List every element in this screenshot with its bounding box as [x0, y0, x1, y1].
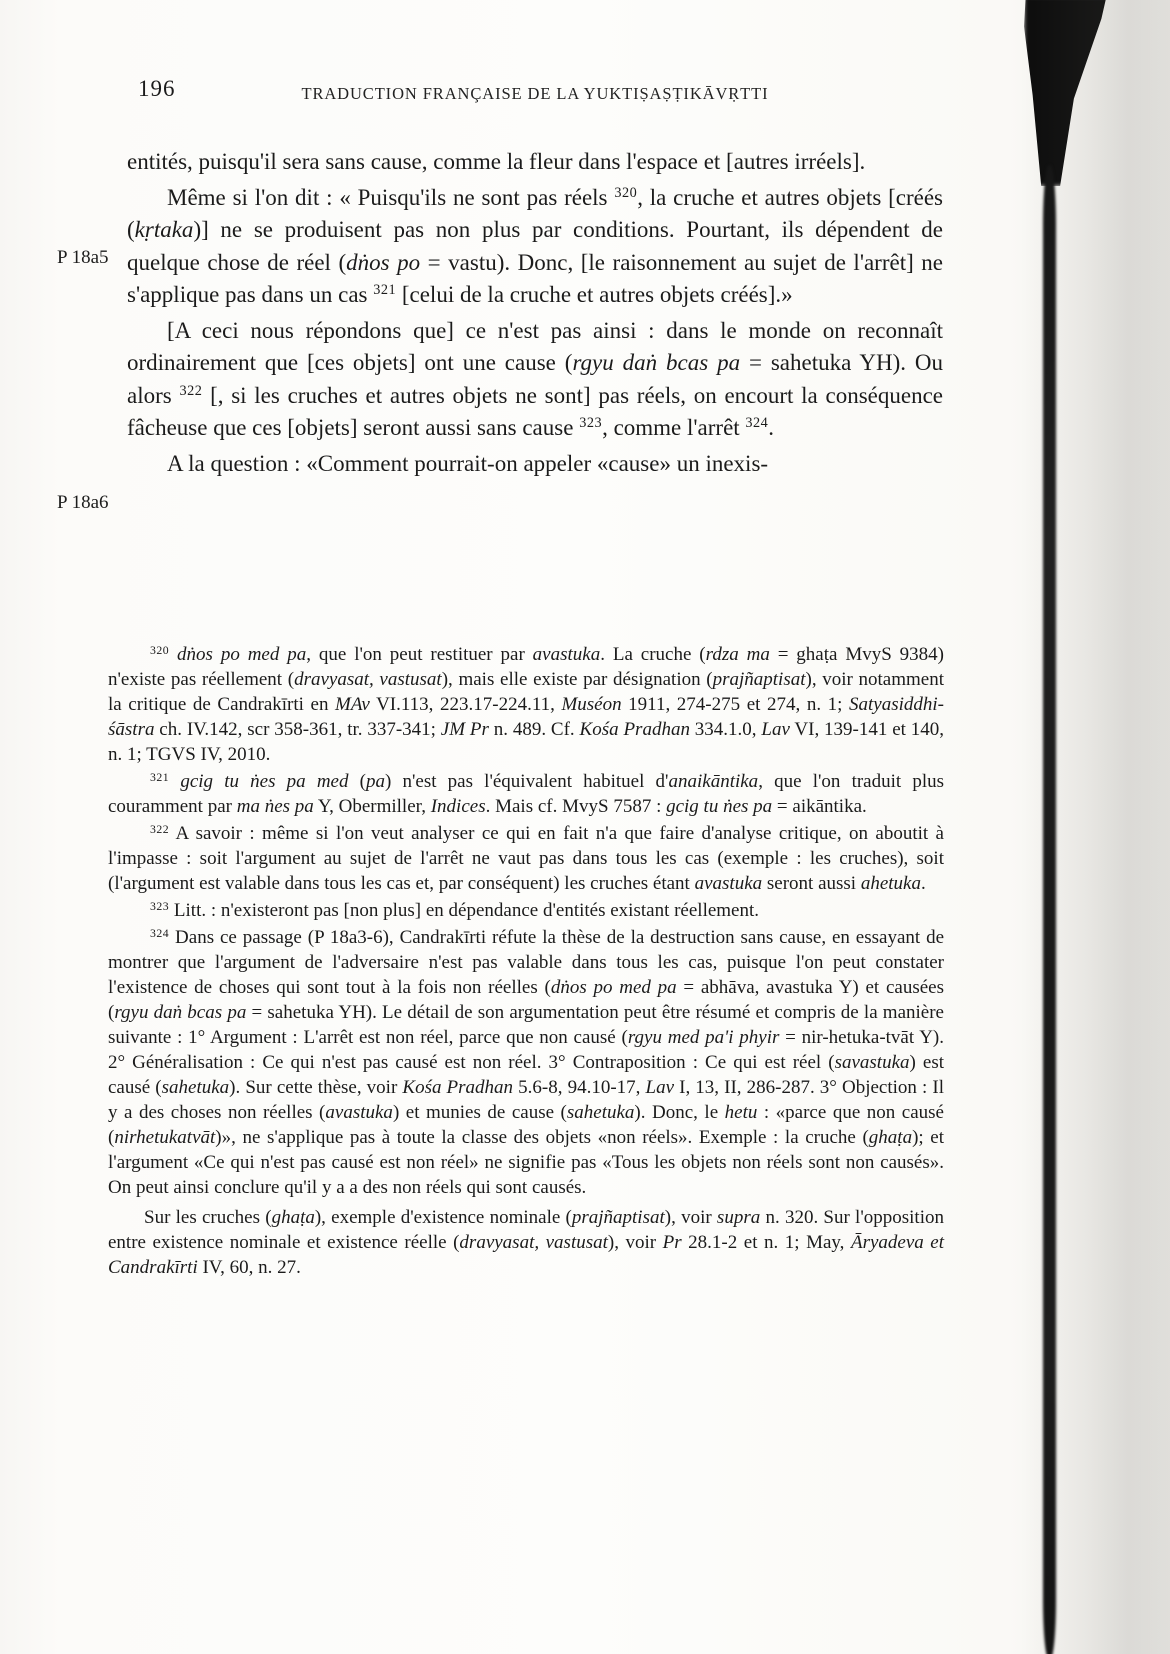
- footnote-ref: 323: [579, 415, 603, 432]
- italic-text: gcig tu ṅes pa: [666, 796, 773, 817]
- text-run: [A ceci nous répondons que] ce n'est pas ainsi : dans le monde on reconnaît ordinairement que [ces objets] ont une cause (: [127, 317, 943, 375]
- italic-text: dravyasat, vastusat: [294, 669, 442, 690]
- text-run: , la cruche et autres objets [créés (: [127, 184, 944, 242]
- italic-text: ghaṭa: [868, 1127, 913, 1148]
- italic-text: JM Pr: [440, 719, 489, 740]
- text-run: , que l'on peut restituer par: [306, 644, 533, 665]
- italic-text: ahetuka: [860, 873, 921, 894]
- italic-text: Āryadeva et Candrakīrti: [108, 1232, 945, 1278]
- italic-text: pa: [365, 771, 385, 792]
- text-run: 334.1.0,: [689, 719, 762, 740]
- italic-text: Pr: [662, 1232, 682, 1253]
- text-run: ), voir notamment la critique de Candrakīrti en: [108, 669, 945, 715]
- text-run: . La cruche (: [600, 644, 706, 665]
- italic-text: rgyu daṅ bcas pa: [572, 350, 741, 375]
- margin-note-p18a5: P 18a5: [57, 247, 109, 268]
- text-run: A savoir : même si l'on veut analyser ce qui en fait n'a que faire d'analyse critique, on aboutit à l'impasse : soit l'argument au sujet de l'arrêt ne vaut pas dans tous les cas (exemple : les cruches), soit (l'argument est valable dans tous les cas et, par conséquent) les cruches étant: [108, 823, 944, 894]
- italic-text: prajñaptisat: [712, 669, 806, 690]
- italic-text: dravyasat, vastusat: [459, 1232, 608, 1253]
- italic-text: Muséon: [561, 694, 622, 715]
- text-run: [celui de la cruche et autres objets créés].»: [396, 282, 793, 307]
- footnote-321: [108, 769, 944, 819]
- italic-text: Satyasiddhi-śāstra: [108, 694, 944, 740]
- body-paragraph: [127, 448, 943, 481]
- text-run: [, si les cruches et autres objets ne sont] pas réels, on encourt la conséquence fâcheuse que ces [objets] seront aussi sans cause: [127, 382, 943, 440]
- italic-text: ghaṭa: [271, 1207, 315, 1228]
- text-run: VI.113, 223.17-224.11,: [369, 694, 562, 715]
- running-header: TRADUCTION FRANÇAISE DE LA YUKTIṢAṢṬIKĀVṚTTI: [301, 84, 769, 103]
- text-run: : «parce que non causé (: [108, 1102, 944, 1148]
- text-run: ); et l'argument «Ce qui n'est pas causé est non réel» ne signifie pas «Tous les objets non réels sont non causés». On peut ainsi conclure qu'il y a a des non réels qui sont causés.: [108, 1127, 944, 1198]
- italic-text: Indices: [430, 796, 486, 817]
- italic-text: avastuka: [694, 873, 763, 894]
- text-run: ch. IV.142, scr 358-361, tr. 337-341;: [154, 719, 441, 740]
- text-run: .: [920, 873, 926, 894]
- text-run: VI, 139-141 et 140, n. 1; TGVS IV, 2010.: [108, 719, 945, 765]
- text-run: Y, Obermiller,: [313, 796, 431, 817]
- footnote-ref: 324: [150, 926, 170, 940]
- body-paragraph: [127, 315, 943, 445]
- italic-text: rgyu daṅ bcas pa: [114, 1002, 247, 1023]
- text-run: ), exemple d'existence nominale (: [314, 1207, 572, 1228]
- text-run: = nir-hetuka-tvāt Y). 2° Généralisation : Ce qui n'est pas causé est non réel. 3° Contraposition : Ce qui est réel (: [108, 1027, 945, 1073]
- body-paragraph: [127, 182, 943, 312]
- footnote-ref: 322: [150, 822, 170, 836]
- text-run: n. 320. Sur l'opposition entre existence nominale et existence réelle (: [108, 1207, 944, 1253]
- text-run: ), voir: [664, 1207, 717, 1228]
- page-number: 196: [138, 76, 176, 101]
- scan-artifact-edge-line: [1043, 165, 1056, 1654]
- text-run: A la question : «Comment pourrait-on appeler «cause» un inexis-: [167, 450, 769, 476]
- italic-text: Kośa Pradhan: [402, 1077, 514, 1098]
- italic-text: ma ṅes pa: [236, 796, 314, 817]
- text-run: 5.6-8, 94.10-17,: [513, 1077, 646, 1098]
- margin-note-p18a6: P 18a6: [57, 492, 109, 513]
- italic-text: MAv: [335, 694, 370, 715]
- italic-text: prajñaptisat: [571, 1207, 665, 1228]
- italic-text: avastuka: [325, 1102, 393, 1123]
- text-run: = ghaṭa MvyS 9384) n'existe pas réellement (: [108, 644, 945, 690]
- footnote-323: [108, 898, 944, 923]
- text-run: (: [348, 771, 366, 792]
- text-run: IV, 60, n. 27.: [197, 1257, 301, 1278]
- text-run: entités, puisqu'il sera sans cause, comme la fleur dans l'espace et [autres irréels].: [127, 149, 866, 174]
- italic-text: dṅos po med pa: [550, 977, 677, 998]
- body-text-block: [127, 146, 943, 480]
- italic-text: dṅos po: [346, 249, 421, 275]
- italic-text: rdza ma: [705, 644, 770, 665]
- footnote-ref: 321: [150, 770, 170, 784]
- footnote-closing-paragraph: [108, 1205, 944, 1280]
- italic-text: rgyu med pa'i phyir: [627, 1027, 780, 1048]
- italic-text: nirhetukatvāt: [114, 1127, 216, 1148]
- italic-text: hetu: [724, 1102, 758, 1123]
- footnote-ref: 320: [614, 184, 638, 201]
- text-run: Dans ce passage (P 18a3-6), Candrakīrti réfute la thèse de la destruction sans cause, en essayant de montrer que l'argument de l'adversaire n'est pas valable dans tous les cas, puisque l'on peut constater l'existence de choses qui sont tout à la fois non réelles (: [108, 927, 944, 998]
- italic-text: avastuka: [532, 644, 601, 665]
- italic-text: dṅos po med pa: [177, 644, 307, 665]
- text-run: ). Donc, le: [634, 1102, 725, 1123]
- text-run: I, 13, II, 286-287. 3° Objection : Il y a des choses non réelles (: [108, 1077, 945, 1123]
- text-run: = aikāntika.: [772, 796, 867, 817]
- footnote-ref: 322: [179, 382, 203, 399]
- text-run: [169, 644, 177, 665]
- text-run: [169, 771, 180, 792]
- text-run: ) n'est pas l'équivalent habituel d': [384, 771, 669, 792]
- text-run: Litt. : n'existeront pas [non plus] en dépendance d'entités existant réellement.: [169, 900, 760, 921]
- text-run: n. 489. Cf.: [488, 719, 580, 740]
- text-run: ), mais elle existe par désignation (: [441, 669, 713, 690]
- text-run: = sahetuka YH). Le détail de son argumentation peut être résumé et compris de la manière suivante : 1° Argument : L'arrêt est non réel, parce que non causé (: [108, 1002, 944, 1048]
- text-run: ) et munies de cause (: [392, 1102, 567, 1123]
- footnote-ref: 323: [150, 899, 170, 913]
- text-run: .: [768, 415, 775, 440]
- italic-text: anaikāntika: [668, 771, 759, 792]
- text-run: = vastu). Donc, [le raisonnement au sujet de l'arrêt] ne s'applique pas dans un cas: [127, 249, 943, 307]
- italic-text: kṛtaka: [134, 217, 194, 242]
- text-run: = sahetuka YH). Ou alors: [127, 350, 943, 408]
- text-run: )», ne s'applique pas à toute la classe des objets «non réels». Exemple : la cruche (: [215, 1127, 869, 1148]
- text-run: 28.1-2 et n. 1; May,: [681, 1232, 851, 1253]
- body-paragraph: [127, 146, 943, 179]
- text-run: )] ne se produisent pas non plus par conditions. Pourtant, ils dépendent de quelque chose de réel (: [127, 217, 943, 275]
- text-run: 1911, 274-275 et 274, n. 1;: [621, 694, 849, 715]
- italic-text: Kośa Pradhan: [579, 719, 690, 740]
- footnote-320: [108, 642, 944, 767]
- italic-text: sahetuka: [566, 1102, 635, 1123]
- scan-artifact-corner: [1024, 0, 1110, 186]
- text-run: ) est causé (: [108, 1052, 944, 1098]
- text-run: seront aussi: [762, 873, 861, 894]
- italic-text: savastuka: [834, 1052, 910, 1073]
- text-run: ), voir: [607, 1232, 663, 1253]
- footnote-ref: 321: [373, 282, 397, 299]
- italic-text: sahetuka: [161, 1077, 230, 1098]
- italic-text: gcig tu ṅes pa med: [180, 771, 349, 792]
- footnote-322: [108, 821, 944, 896]
- text-run: Même si l'on dit : « Puisqu'ils ne sont pas réels: [167, 184, 615, 210]
- text-run: = abhāva, avastuka Y) et causées (: [108, 977, 944, 1023]
- footnote-ref: 320: [150, 643, 170, 657]
- text-run: Sur les cruches (: [144, 1207, 272, 1228]
- text-run: , que l'on traduit plus couramment par: [108, 771, 945, 817]
- text-run: . Mais cf. MvyS 7587 :: [485, 796, 667, 817]
- text-run: , comme l'arrêt: [602, 415, 746, 440]
- footnote-324: [108, 925, 944, 1200]
- italic-text: supra: [716, 1207, 761, 1228]
- italic-text: Lav: [645, 1077, 675, 1098]
- italic-text: Lav: [761, 719, 790, 740]
- text-run: ). Sur cette thèse, voir: [229, 1077, 403, 1098]
- footnote-ref: 324: [745, 415, 769, 432]
- footnotes-section: [108, 642, 944, 1280]
